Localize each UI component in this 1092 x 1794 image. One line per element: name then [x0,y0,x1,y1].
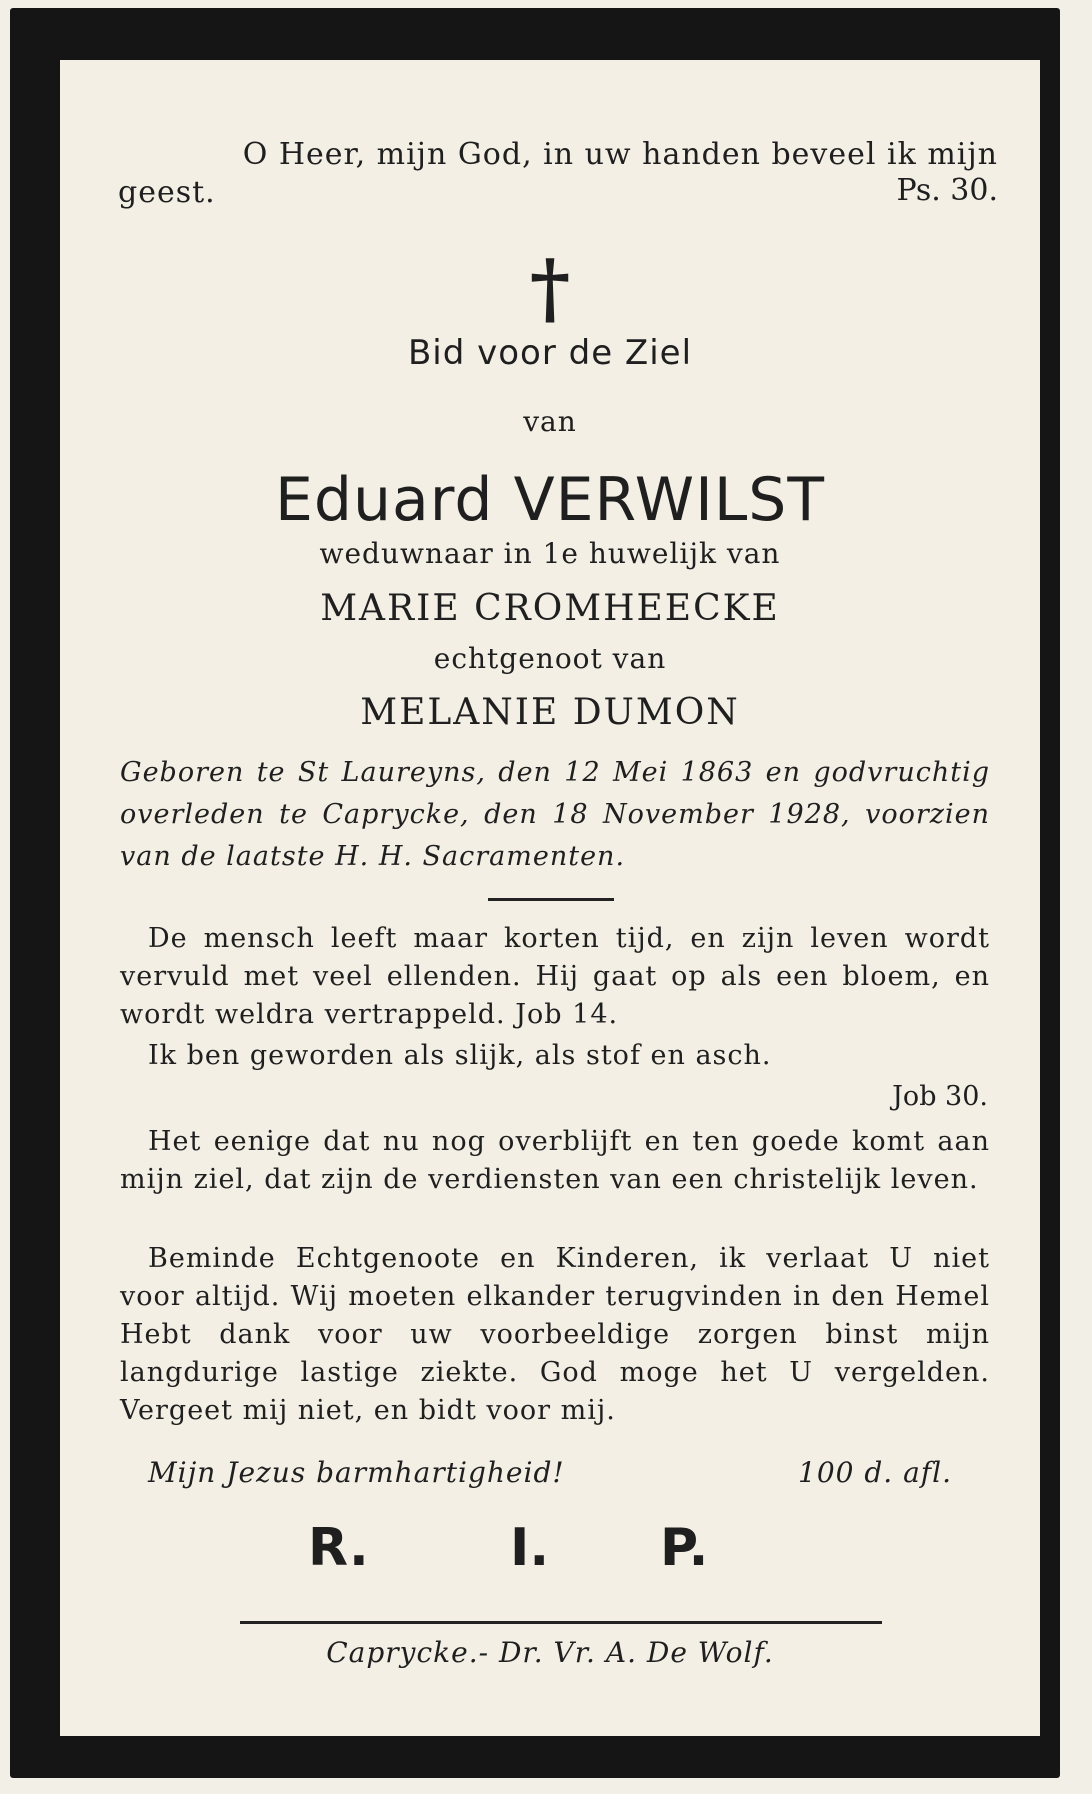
footer-divider [240,1621,882,1624]
relation-2: echtgenoot van [433,642,667,675]
header-quote-line1: O Heer, mijn God, in uw handen beveel ik mijn [242,137,998,172]
relation-1: weduwnaar in 1e huwelijk van [319,537,781,570]
deceased-name: Eduard VERWILST [275,465,825,535]
prayer-heading: Bid voor de Ziel [407,333,693,373]
rip-r: R. [308,1518,369,1578]
indulgence-note: 100 d. afl. [798,1456,952,1489]
van-label: van [523,405,577,438]
ejaculation-prayer: Mijn Jezus barmhartigheid! [148,1456,565,1489]
paragraph-2: Ik ben geworden als slijk, als stof en asch. [148,1040,772,1071]
cross-icon: † [529,243,571,334]
header-quote-line2: geest. [118,175,216,210]
paragraph-2-reference: Job 30. [892,1081,988,1112]
paragraph-1: De mensch leeft maar korten tijd, en zijn leven wordt vervuld met veel ellenden. Hij gaat op als een bloem, en wordt weldra vertrappeld. Job 14. [120,923,990,1030]
spouse-2-name: MELANIE DUMON [360,692,740,733]
rip-p: P. [660,1518,709,1578]
biography: Geboren te St Laureyns, den 12 Mei 1863 en godvruchtig overleden te Caprycke, den 18 November 1928, voorzien van de laatste H. H. Sacramenten. [120,757,990,872]
header-quote-reference: Ps. 30. [896,173,998,208]
memorial-card-content [60,60,1040,1736]
spouse-1-name: MARIE CROMHEECKE [320,588,780,629]
paragraph-4: Beminde Echtgenoote en Kinderen, ik verlaat U niet voor altijd. Wij moeten elkander terugvinden in den Hemel Hebt dank voor uw voorbeeldige zorgen binst mijn langdurige lastige ziekte. God moge het U vergelden. Vergeet mij niet, en bidt voor mij. [120,1243,990,1426]
printer-imprint: Caprycke.- Dr. Vr. A. De Wolf. [326,1636,774,1669]
memorial-card-border [10,8,1060,1778]
rip-i: I. [510,1518,550,1578]
divider [488,898,614,901]
paragraph-3: Het eenige dat nu nog overblijft en ten goede komt aan mijn ziel, dat zijn de verdiensten van een christelijk leven. [120,1126,990,1195]
